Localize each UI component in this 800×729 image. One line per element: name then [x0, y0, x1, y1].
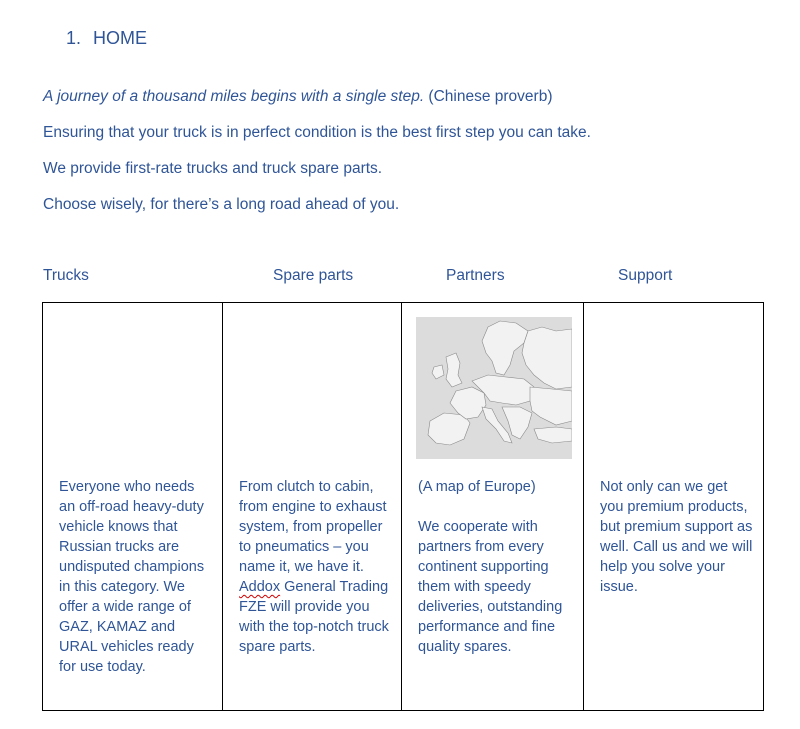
support-text: Not only can we get you premium products, but premium support as well. Call us and we will help you solve your issue.	[600, 479, 753, 595]
heading-number: 1.	[66, 28, 82, 48]
intro-quote-line	[43, 87, 552, 107]
spare-parts-text	[239, 477, 391, 657]
trucks-text: Everyone who needs an off-road heavy-duty vehicle knows that Russian trucks are undisputed champions in this category. We offer a wide range of GAZ, KAMAZ and URAL vehicles ready for use today.	[59, 479, 205, 675]
heading-title: HOME	[93, 28, 148, 48]
content-table	[42, 302, 764, 711]
section-heading	[66, 28, 147, 49]
column-header-trucks: Trucks	[43, 267, 89, 284]
map-caption: (A map of Europe)	[418, 479, 536, 495]
intro-line-2: Ensuring that your truck is in perfect condition is the best first step you can take.	[43, 124, 591, 141]
column-header-partners: Partners	[446, 267, 505, 284]
europe-map-image	[416, 317, 572, 459]
partners-cell	[402, 303, 584, 711]
support-cell	[584, 303, 764, 711]
spare-parts-cell	[223, 303, 402, 711]
spare-parts-text-before: From clutch to cabin, from engine to exhaust system, from propeller to pneumatics – you name it, we have it.	[239, 479, 387, 575]
column-header-spare-parts: Spare parts	[273, 267, 354, 284]
europe-map-icon	[416, 317, 572, 459]
intro-line-3: We provide first-rate trucks and truck spare parts.	[43, 160, 383, 177]
spare-parts-text-after: General Trading FZE will provide you with the top-notch truck spare parts.	[239, 579, 389, 655]
trucks-cell	[43, 303, 223, 711]
company-name-word: Addox	[239, 579, 281, 595]
column-header-support: Support	[618, 267, 673, 284]
partners-text: We cooperate with partners from every continent supporting them with speedy deliveries, outstanding performance and fine quality spares.	[418, 519, 563, 655]
intro-line-4: Choose wisely, for there’s a long road ahead of you.	[43, 196, 400, 213]
proverb-quote: A journey of a thousand miles begins with a single step.	[43, 88, 425, 105]
proverb-source: (Chinese proverb)	[424, 88, 553, 105]
partners-text-block	[418, 477, 573, 657]
